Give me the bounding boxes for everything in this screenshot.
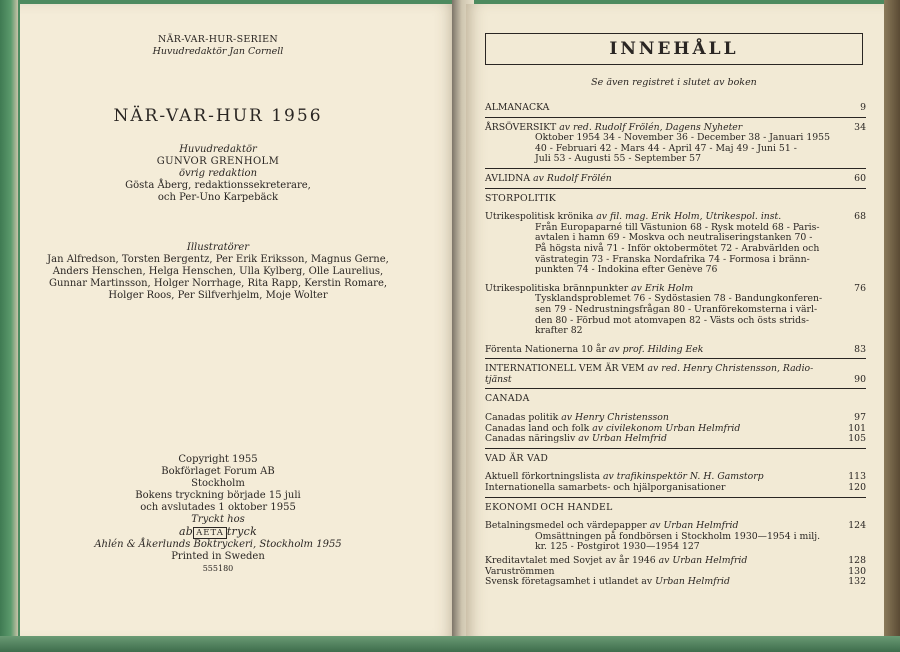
printing-start: Bokens tryckning började 15 juli <box>135 490 301 501</box>
toc-page: 34 <box>854 121 866 133</box>
contents-heading: INNEHÅLL <box>485 33 863 65</box>
toc-entry <box>485 103 866 114</box>
toc-entry <box>485 556 866 567</box>
toc-title: Canadas land och folk <box>485 422 590 434</box>
toc-author: av Urban Helmfrid <box>658 555 748 566</box>
toc-title: Kreditavtalet med Sovjet av år 1946 <box>485 555 656 566</box>
toc-title: INTERNATIONELL VEM ÄR VEM <box>485 363 645 375</box>
toc-subentries <box>485 294 866 336</box>
toc-page: 76 <box>854 282 866 294</box>
toc-author: av red. Rudolf Frölén, Dagens Nyheter <box>559 121 743 133</box>
toc-author: tjänst <box>485 373 512 385</box>
toc-entry <box>485 364 866 385</box>
toc-author: av trafikinspektör N. H. Gamstorp <box>603 471 764 483</box>
divider <box>485 358 866 359</box>
print-code: 555180 <box>202 564 234 573</box>
toc-sub-line: punkten 74 - Indokina efter Genève 76 <box>535 264 718 276</box>
printed-at-label: Tryckt hos <box>191 514 245 525</box>
divider <box>485 448 866 449</box>
toc-entry <box>485 434 866 445</box>
logo-text: tryck <box>226 525 258 538</box>
divider <box>485 117 866 118</box>
divider <box>485 188 866 189</box>
illustrators-block <box>0 242 436 302</box>
toc-page: 90 <box>854 373 866 385</box>
toc-author: av Henry Christensson <box>561 412 669 424</box>
city: Stockholm <box>191 478 245 489</box>
series-name: NÄR-VAR-HUR-SERIEN <box>158 34 278 45</box>
toc-sub-line: krafter 82 <box>535 325 583 337</box>
see-also-note: Se även registret i slutet av boken <box>591 77 757 88</box>
toc-title: Betalningsmedel och värdepapper <box>485 520 647 532</box>
toc-entry <box>485 174 866 185</box>
toc-page: 120 <box>848 482 866 494</box>
toc-title: Utrikespolitiska brännpunkter <box>485 282 629 294</box>
toc-title: Förenta Nationerna 10 år <box>485 343 606 355</box>
section-heading: EKONOMI OCH HANDEL <box>485 501 613 513</box>
toc-entry <box>485 577 866 588</box>
illustrators-line: Gunnar Martinsson, Holger Norrhage, Rita Rapp, Kerstin Romare, <box>48 278 388 289</box>
toc-title: AVLIDNA <box>485 172 531 184</box>
toc-sub-line: 40 - Februari 42 - Mars 44 - April 47 - Maj 49 - Juni 51 - <box>535 142 797 154</box>
book-title: NÄR-VAR-HUR 1956 <box>113 106 323 126</box>
printer-name: Ahlén & Åkerlunds Boktryckeri, Stockholm 1955 <box>94 539 342 550</box>
toc-page: 124 <box>848 520 866 532</box>
printer-logo <box>0 526 436 539</box>
toc-page: 83 <box>854 343 866 355</box>
illustrators-label: Illustratörer <box>186 242 250 253</box>
toc-title: Aktuell förkortningslista <box>485 471 601 483</box>
toc-page: 101 <box>848 422 866 434</box>
section-heading: STORPOLITIK <box>485 192 557 204</box>
toc-title: Svensk företagsamhet i utlandet av <box>485 576 653 588</box>
other-editors-label: övrig redaktion <box>178 168 258 179</box>
toc-sub-line: Juli 53 - Augusti 55 - September 57 <box>535 153 702 165</box>
section-heading: VAD ÄR VAD <box>485 452 549 464</box>
toc-page: 105 <box>848 433 866 445</box>
printing-end: och avslutades 1 oktober 1955 <box>140 502 296 513</box>
cover-edge-bottom <box>0 636 900 652</box>
chief-editor-label: Huvudredaktör <box>179 144 257 155</box>
toc-sub-line: västrategin 73 - Franska Nordafrika 74 - Formosa i bränn- <box>535 253 810 265</box>
divider <box>485 497 866 498</box>
imprint-block <box>0 454 436 575</box>
toc-title: Canadas politik <box>485 412 559 424</box>
toc-page: 113 <box>848 471 866 483</box>
toc-sub-line: På högsta nivå 71 - Inför oktobermötet 72 - Arabvärlden och <box>535 242 820 254</box>
illustrators-line: Holger Roos, Per Silfverhjelm, Moje Wolter <box>108 290 328 301</box>
editorial-block <box>0 144 436 204</box>
toc-author: av Erik Holm <box>631 282 694 294</box>
toc-page: 97 <box>854 412 866 424</box>
toc-title: Varuströmmen <box>485 565 555 577</box>
toc-entry <box>485 345 866 356</box>
illustrators-line: Jan Alfredson, Torsten Bergentz, Per Erik Eriksson, Magnus Gerne, <box>47 254 389 265</box>
toc-subentries <box>485 223 866 276</box>
printed-in: Printed in Sweden <box>171 551 265 562</box>
toc-title: Utrikespolitisk krönika <box>485 211 594 223</box>
illustrators-line: Anders Henschen, Helga Henschen, Ulla Kylberg, Olle Laurelius, <box>52 266 384 277</box>
logo-box-text: AETA <box>193 527 227 539</box>
toc-sub-line: avtalen i hamn 69 - Moskva och neutraliseringstanken 70 - <box>535 232 813 244</box>
toc-author: av Urban Helmfrid <box>578 433 667 445</box>
toc-title: Canadas näringsliv <box>485 433 576 445</box>
toc-sub-line: sen 79 - Nedrustningsfrågan 80 - Uranförekomsterna i värl- <box>535 303 818 315</box>
copyright: Copyright 1955 <box>178 454 258 465</box>
cover-edge-right <box>884 0 900 652</box>
printer-logo-mark <box>179 526 257 539</box>
toc-page: 130 <box>848 565 866 577</box>
toc-sub-line: Oktober 1954 34 - November 36 - December 38 - Januari 1955 <box>535 132 831 144</box>
toc-sub-line: kr. 125 - Postgirot 1930—1954 127 <box>535 541 700 553</box>
toc-author: av prof. Hilding Eek <box>608 343 704 355</box>
toc-author: av civilekonom Urban Helmfrid <box>592 422 741 434</box>
toc-author: av Rudolf Frölén <box>533 172 612 184</box>
toc-subentries <box>485 532 866 553</box>
toc-title: ALMANACKA <box>485 102 550 113</box>
publisher: Bokförlaget Forum AB <box>161 466 275 477</box>
divider <box>485 388 866 389</box>
logo-text: ab <box>178 525 194 538</box>
toc-sub-line: Från Europaparné till Västunion 68 - Rysk moteld 68 - Paris- <box>535 221 820 233</box>
toc-author: av red. Henry Christensson, Radio- <box>647 363 814 375</box>
toc-sub-line: den 80 - Förbud mot atomvapen 82 - Västs och östs strids- <box>535 314 809 326</box>
toc-page: 128 <box>848 555 866 566</box>
toc-author: Urban Helmfrid <box>655 576 730 588</box>
toc-page: 9 <box>860 102 866 113</box>
toc-author: av fil. mag. Erik Holm, Utrikespol. inst. <box>596 211 782 223</box>
divider <box>485 168 866 169</box>
toc-page: 132 <box>848 576 866 588</box>
other-editors-line: och Per-Uno Karpebäck <box>157 192 279 203</box>
section-heading: CANADA <box>485 393 530 405</box>
table-of-contents <box>485 103 866 588</box>
toc-title: Internationella samarbets- och hjälporganisationer <box>485 482 726 494</box>
toc-title: ÅRSÖVERSIKT <box>485 121 557 133</box>
toc-sub-line: Tysklandsproblemet 76 - Sydöstasien 78 - Bandungkonferen- <box>535 293 823 305</box>
toc-author: av Urban Helmfrid <box>649 520 739 532</box>
toc-entry <box>485 483 866 494</box>
toc-page: 60 <box>854 172 866 184</box>
toc-subentries <box>485 133 866 165</box>
series-editor: Huvudredaktör Jan Cornell <box>152 46 284 57</box>
other-editors-line: Gösta Åberg, redaktionssekreterare, <box>125 180 311 191</box>
toc-page: 68 <box>854 211 866 223</box>
chief-editor: GUNVOR GRENHOLM <box>156 156 280 167</box>
toc-sub-line: Omsättningen på fondbörsen i Stockholm 1930—1954 i milj. <box>535 530 821 542</box>
